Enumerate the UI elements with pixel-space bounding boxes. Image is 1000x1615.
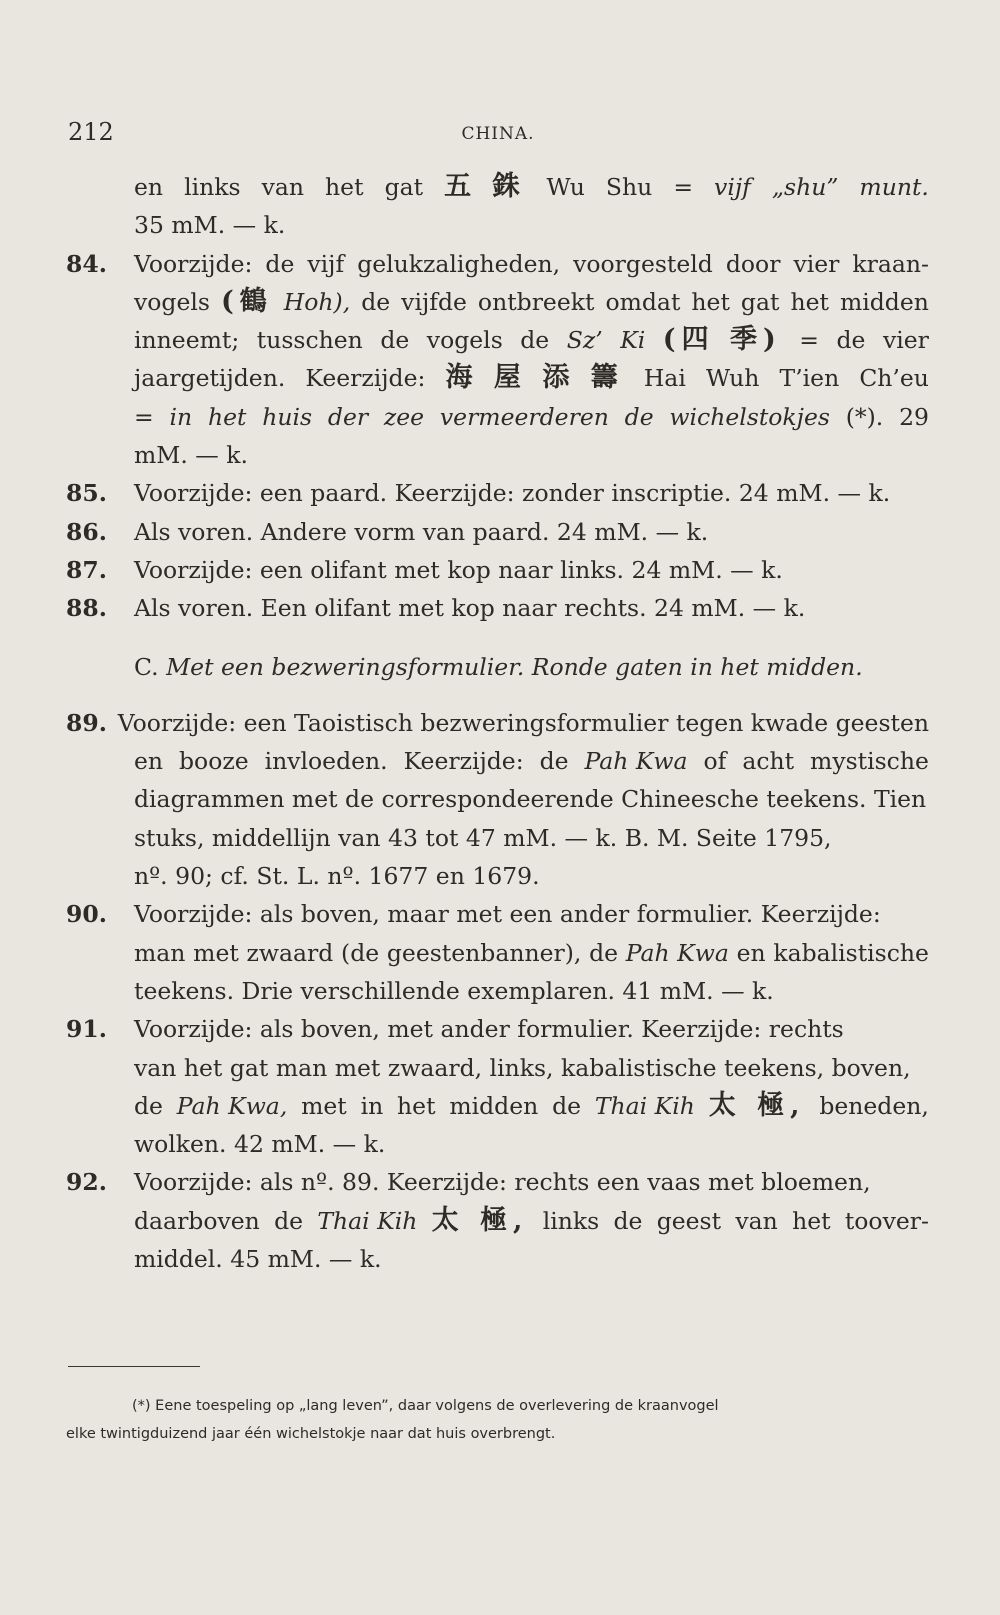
chinese-characters: 太 極, bbox=[431, 1204, 529, 1236]
text-line: en booze invloeden. Keerzijde: de Pah Kwa of acht mystische bbox=[134, 747, 929, 776]
entry-91: 91. Voorzijde: als boven, met ander formulier. Keerzijde: rechts bbox=[66, 1010, 929, 1048]
text-line: diagrammen met de correspondeerende Chineesche teekens. Tien bbox=[134, 785, 927, 814]
text-line: jaargetijden. Keerzijde: 海 屋 添 籌 Hai Wuh T’ien Ch’eu bbox=[66, 359, 929, 397]
text-line: de Pah Kwa, met in het midden de Thai Kih 太 極, beneden, bbox=[66, 1087, 929, 1125]
entry-number: 90. bbox=[66, 900, 107, 929]
entry-number: 85. bbox=[66, 479, 107, 508]
text-line: stuks, middellijn van 43 tot 47 mM. — k. B. M. Seite 1795, bbox=[134, 823, 832, 852]
text-line: daarboven de Thai Kih 太 極, links de geest van het toover- bbox=[66, 1202, 929, 1240]
section-label: C. bbox=[134, 652, 159, 681]
page-number: 212 bbox=[68, 118, 114, 146]
entry-87: 87. Voorzijde: een olifant met kop naar links. 24 mM. — k. bbox=[66, 551, 929, 589]
entry-84: 84. Voorzijde: de vijf gelukzaligheden, voorgesteld door vier kraan- bbox=[66, 245, 929, 283]
entry-85: 85. Voorzijde: een paard. Keerzijde: zonder inscriptie. 24 mM. — k. bbox=[66, 474, 929, 512]
entry-number: 88. bbox=[66, 594, 107, 623]
running-title: CHINA. bbox=[461, 124, 535, 144]
entry-90: 90. Voorzijde: als boven, maar met een ander formulier. Keerzijde: bbox=[66, 895, 929, 933]
footnote-divider bbox=[68, 1366, 200, 1367]
page-body bbox=[66, 168, 929, 1278]
text-line: en links van het gat 五 銖 Wu Shu = vijf „shu” munt. bbox=[66, 168, 929, 206]
text-line: inneemt; tusschen de vogels de Sz’ Ki (四 季) = de vier bbox=[66, 321, 929, 359]
text-line: van het gat man met zwaard, links, kabalistische teekens, boven, bbox=[134, 1053, 911, 1082]
page-header bbox=[68, 112, 928, 152]
text-line: teekens. Drie verschillende exemplaren. 41 mM. — k. bbox=[134, 976, 774, 1005]
entry-number: 91. bbox=[66, 1015, 107, 1044]
text-line: wolken. 42 mM. — k. bbox=[134, 1130, 386, 1159]
section-title: Met een bezweringsformulier. Ronde gaten in het midden. bbox=[166, 652, 863, 681]
footnote-ref: (*). bbox=[845, 402, 884, 431]
text-line: = in het huis der zee vermeerderen de wichelstokjes (*). 29 bbox=[66, 398, 929, 436]
footnote-line: (*) Eene toespeling op „lang leven”, daar volgens de overlevering de kraanvogel bbox=[132, 1398, 719, 1414]
footnote bbox=[66, 1392, 928, 1448]
entry-86: 86. Als voren. Andere vorm van paard. 24 mM. — k. bbox=[66, 513, 929, 551]
entry-92: 92. Voorzijde: als nº. 89. Keerzijde: rechts een vaas met bloemen, bbox=[66, 1163, 929, 1201]
chinese-characters: 海 屋 添 籌 bbox=[445, 362, 624, 394]
chinese-characters: (鶴 bbox=[220, 285, 273, 317]
text-line: 35 mM. — k. bbox=[134, 211, 286, 240]
text-line: man met zwaard (de geestenbanner), de Pah Kwa en kabalistische bbox=[134, 938, 929, 967]
section-heading bbox=[66, 648, 929, 686]
entry-number: 89. bbox=[66, 708, 107, 737]
entry-number: 87. bbox=[66, 555, 107, 584]
chinese-characters: 五 銖 bbox=[444, 171, 526, 202]
text-line: vogels (鶴 Hoh), de vijfde ontbreekt omdat het gat het midden bbox=[66, 283, 929, 321]
text-line: mM. — k. bbox=[134, 441, 248, 470]
entry-89: 89. Voorzijde: een Taoistisch bezweringsformulier tegen kwade geesten bbox=[66, 704, 929, 742]
footnote-line: elke twintigduizend jaar één wichelstokje naar dat huis overbrengt. bbox=[66, 1426, 556, 1442]
text-line: middel. 45 mM. — k. bbox=[134, 1245, 382, 1274]
entry-number: 84. bbox=[66, 249, 107, 278]
text-line: nº. 90; cf. St. L. nº. 1677 en 1679. bbox=[134, 862, 540, 891]
chinese-characters: (四 季) bbox=[662, 324, 782, 356]
chinese-characters: 太 極, bbox=[708, 1089, 806, 1121]
entry-88: 88. Als voren. Een olifant met kop naar rechts. 24 mM. — k. bbox=[66, 589, 929, 627]
entry-number: 86. bbox=[66, 517, 107, 546]
entry-number: 92. bbox=[66, 1168, 107, 1197]
